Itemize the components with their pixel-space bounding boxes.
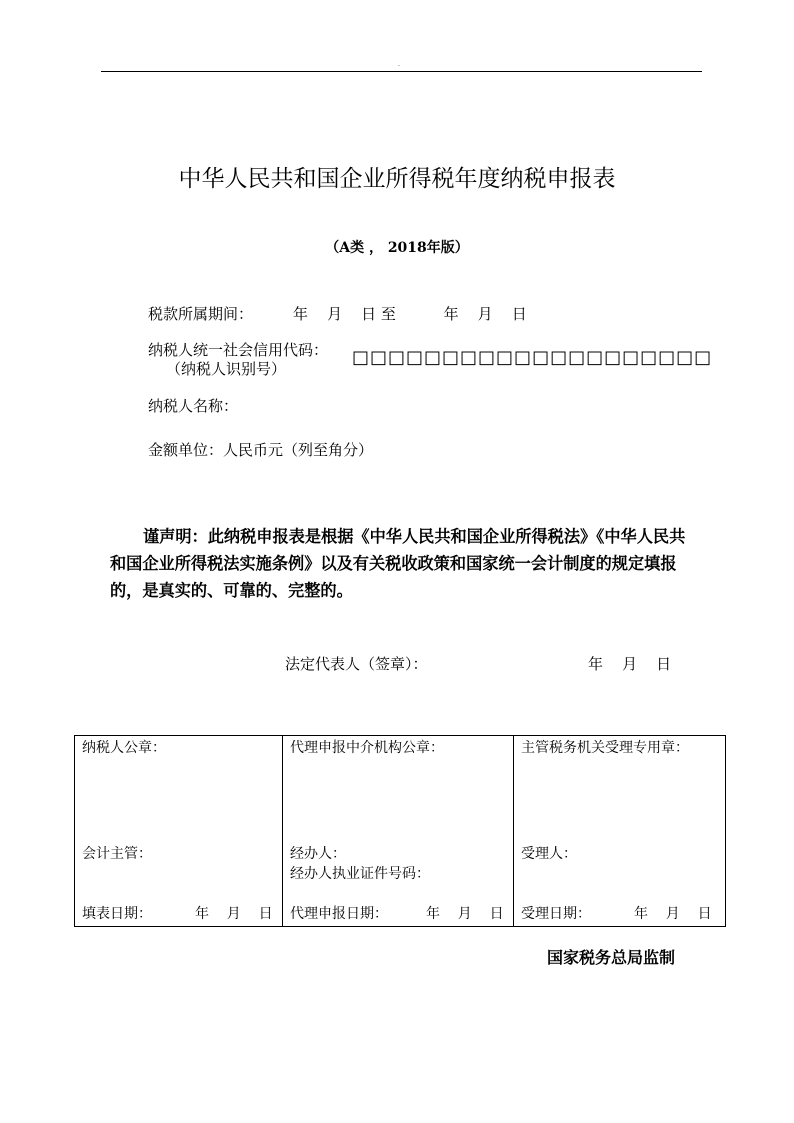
tax-authority-seal-label: 主管税务机关受理专用章：: [521, 740, 689, 756]
period-value: 年 月 日 至 年 月 日: [293, 305, 527, 323]
agency-seal-cell: [283, 736, 514, 927]
receive-date-label: 受理日期：: [521, 906, 591, 922]
declaration-text: 谨声明：此纳税申报表是根据《中华人民共和国企业所得税法》《中华人民共和国企业所得税法实施条例》以及有关税收政策和国家统一会计制度的规定填报的，是真实的、可靠的、完整的。: [110, 527, 686, 600]
receiver-label: 受理人：: [521, 846, 577, 862]
agency-seal-label: 代理申报中介机构公章：: [290, 740, 444, 756]
receive-date-value: 年 月 日: [634, 906, 712, 922]
header-dot: .: [398, 61, 400, 68]
legal-rep-date: 年 月 日: [588, 655, 672, 673]
declaration: [110, 523, 700, 604]
fill-date-value: 年 月 日: [195, 906, 273, 922]
period-label: 税款所属期间：: [148, 305, 254, 323]
handler-label: 经办人：: [290, 846, 346, 862]
credit-code-sublabel: （纳税人识别号）: [166, 360, 287, 378]
header-rule: [101, 71, 702, 72]
form-title: 中华人民共和国企业所得税年度纳税申报表: [178, 166, 616, 192]
credit-code-boxes: □□□□□□□□□□□□□□□□□□□□: [352, 347, 713, 368]
tax-authority-seal-cell: [514, 736, 726, 927]
fill-date-label: 填表日期：: [82, 906, 152, 922]
taxpayer-seal-label: 纳税人公章：: [82, 740, 166, 756]
taxpayer-name-label: 纳税人名称：: [148, 397, 239, 415]
taxpayer-seal-cell: [75, 736, 283, 927]
accounting-supervisor-label: 会计主管：: [82, 846, 152, 862]
agency-date-label: 代理申报日期：: [290, 906, 388, 922]
agency-date-value: 年 月 日: [426, 906, 504, 922]
credit-code-label: 纳税人统一社会信用代码：: [148, 341, 329, 359]
signature-table: [74, 735, 726, 927]
handler-cert-label: 经办人执业证件号码：: [290, 866, 430, 882]
form-subtitle: （A类 ， 2018年版）: [325, 240, 469, 256]
legal-rep-label: 法定代表人（签章）：: [285, 655, 428, 673]
issuer-text: 国家税务总局监制: [547, 948, 676, 967]
currency-label: 金额单位：人民币元（列至角分）: [148, 441, 374, 459]
